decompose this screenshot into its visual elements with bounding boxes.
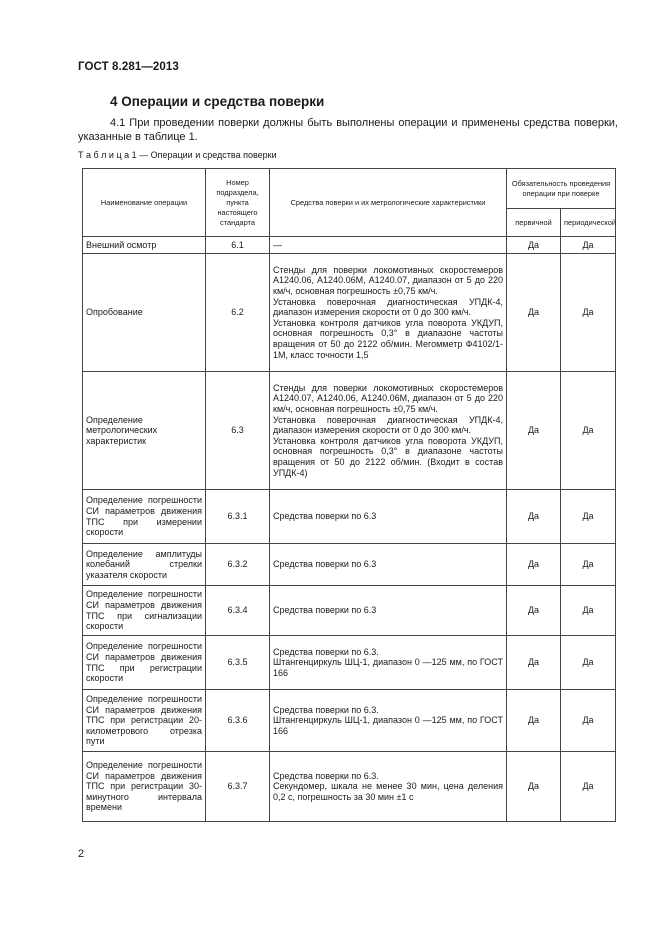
- table-row: [83, 254, 616, 372]
- means-line: Средства поверки по 6.3: [273, 511, 377, 522]
- periodic-cell: Да: [561, 636, 616, 690]
- periodic-cell: Да: [561, 254, 616, 372]
- periodic-cell: Да: [561, 690, 616, 752]
- operation-cell: Внешний осмотр: [83, 237, 206, 254]
- means-cell: [270, 752, 507, 822]
- table-row: [83, 372, 616, 490]
- means-line: Средства поверки по 6.3.: [273, 704, 379, 715]
- primary-cell: Да: [507, 237, 561, 254]
- header-operation: Наименование операции: [83, 169, 206, 237]
- means-line: Средства поверки по 6.3: [273, 559, 377, 570]
- primary-cell: Да: [507, 586, 561, 636]
- means-cell: [270, 636, 507, 690]
- operation-cell: Определение погрешности СИ параметров движения ТПС при измерении скорости: [83, 490, 206, 544]
- periodic-cell: Да: [561, 544, 616, 586]
- intro-paragraph: 4.1 При проведении поверки должны быть выполнены операции и применены средства поверки, указанные в таблице 1.: [78, 117, 618, 143]
- operation-cell: Определение погрешности СИ параметров движения ТПС при сигнализации скорости: [83, 586, 206, 636]
- header-mandatory: Обязательность проведения операции при поверке: [507, 169, 616, 209]
- primary-cell: Да: [507, 690, 561, 752]
- primary-cell: Да: [507, 544, 561, 586]
- table-caption: Т а б л и ц а 1 — Операции и средства поверки: [78, 150, 277, 160]
- means-line: Секундомер, шкала не менее 30 мин, цена деления 0,2 с, погрешность за 30 мин ±1 с: [273, 781, 503, 802]
- operation-cell: Определение погрешности СИ параметров движения ТПС при регистрации скорости: [83, 636, 206, 690]
- means-line: Средства поверки по 6.3.: [273, 770, 379, 781]
- table-row: [83, 586, 616, 636]
- means-cell: [270, 372, 507, 490]
- means-cell: [270, 586, 507, 636]
- number-cell: 6.3.6: [206, 690, 270, 752]
- number-cell: 6.3.7: [206, 752, 270, 822]
- table-row: [83, 636, 616, 690]
- operation-cell: Опробование: [83, 254, 206, 372]
- means-line: Штангенциркуль ШЦ-1, диапазон 0 —125 мм, по ГОСТ 166: [273, 715, 503, 736]
- header-means: Средства поверки и их метрологические характеристики: [270, 169, 507, 237]
- means-line: —: [273, 239, 282, 250]
- number-cell: 6.3: [206, 372, 270, 490]
- header-periodic: периодической: [561, 209, 616, 237]
- operations-table: [82, 168, 616, 822]
- means-cell: [270, 544, 507, 586]
- section-title: 4 Операции и средства поверки: [110, 94, 325, 109]
- periodic-cell: Да: [561, 586, 616, 636]
- operation-cell: Определение погрешности СИ параметров движения ТПС при регистрации 30-минутного интервала времени: [83, 752, 206, 822]
- table-row: [83, 544, 616, 586]
- operation-cell: Определение амплитуды колебаний стрелки указателя скорости: [83, 544, 206, 586]
- means-line: Средства поверки по 6.3: [273, 605, 377, 616]
- means-cell: [270, 254, 507, 372]
- header-primary: первичной: [507, 209, 561, 237]
- means-line: Штангенциркуль ШЦ-1, диапазон 0 —125 мм, по ГОСТ 166: [273, 657, 503, 678]
- periodic-cell: Да: [561, 752, 616, 822]
- number-cell: 6.3.4: [206, 586, 270, 636]
- means-line: Стенды для поверки локомотивных скоростемеров А1240.07, А1240.06, А1240.06М, диапазон от 5 до 220 км/ч, основная погрешность ±0,75 км/ч.: [273, 382, 503, 415]
- means-cell: [270, 690, 507, 752]
- table-row: [83, 690, 616, 752]
- means-line: Установка поверочная диагностическая УПДК-4, диапазон измерения скорости от 0 до 300 км/ч.: [273, 296, 503, 318]
- document-code: ГОСТ 8.281—2013: [78, 61, 179, 73]
- means-cell: [270, 237, 507, 254]
- primary-cell: Да: [507, 490, 561, 544]
- means-line: Средства поверки по 6.3.: [273, 646, 379, 657]
- primary-cell: Да: [507, 636, 561, 690]
- means-cell: [270, 490, 507, 544]
- operation-cell: Определение погрешности СИ параметров движения ТПС при регистрации 20-километрового отрезка пути: [83, 690, 206, 752]
- number-cell: 6.3.5: [206, 636, 270, 690]
- means-line: Стенды для поверки локомотивных скоростемеров А1240.06, А1240.06М, А1240.07, диапазон от 5 до 220 км/ч, основная погрешность ±0,75 км/ч.: [273, 264, 503, 297]
- page-number: 2: [78, 848, 85, 860]
- operation-cell: Определение метрологических характеристик: [83, 372, 206, 490]
- number-cell: 6.1: [206, 237, 270, 254]
- table-row: [83, 237, 616, 254]
- means-line: Установка контроля датчиков угла поворота УКДУП, основная погрешность 0,3° в диапазоне частоты вращения от 50 до 2122 об/мин. Мегомметр Ф4102/1-1М, класс точности 1,5: [273, 317, 503, 360]
- primary-cell: Да: [507, 254, 561, 372]
- means-line: Установка поверочная диагностическая УПДК-4, диапазон измерения скорости от 0 до 300 км/ч.: [273, 414, 503, 436]
- primary-cell: Да: [507, 752, 561, 822]
- number-cell: 6.2: [206, 254, 270, 372]
- means-line: Установка контроля датчиков угла поворота УКДУП, основная погрешность 0,3° в диапазоне частоты вращения от 50 до 2122 об/мин. (Входит в состав УПДК-4): [273, 435, 503, 478]
- number-cell: 6.3.2: [206, 544, 270, 586]
- table-row: [83, 752, 616, 822]
- number-cell: 6.3.1: [206, 490, 270, 544]
- periodic-cell: Да: [561, 237, 616, 254]
- header-number: Номер подраздела, пункта настоящего стандарта: [206, 169, 270, 237]
- table-row: [83, 490, 616, 544]
- primary-cell: Да: [507, 372, 561, 490]
- periodic-cell: Да: [561, 372, 616, 490]
- periodic-cell: Да: [561, 490, 616, 544]
